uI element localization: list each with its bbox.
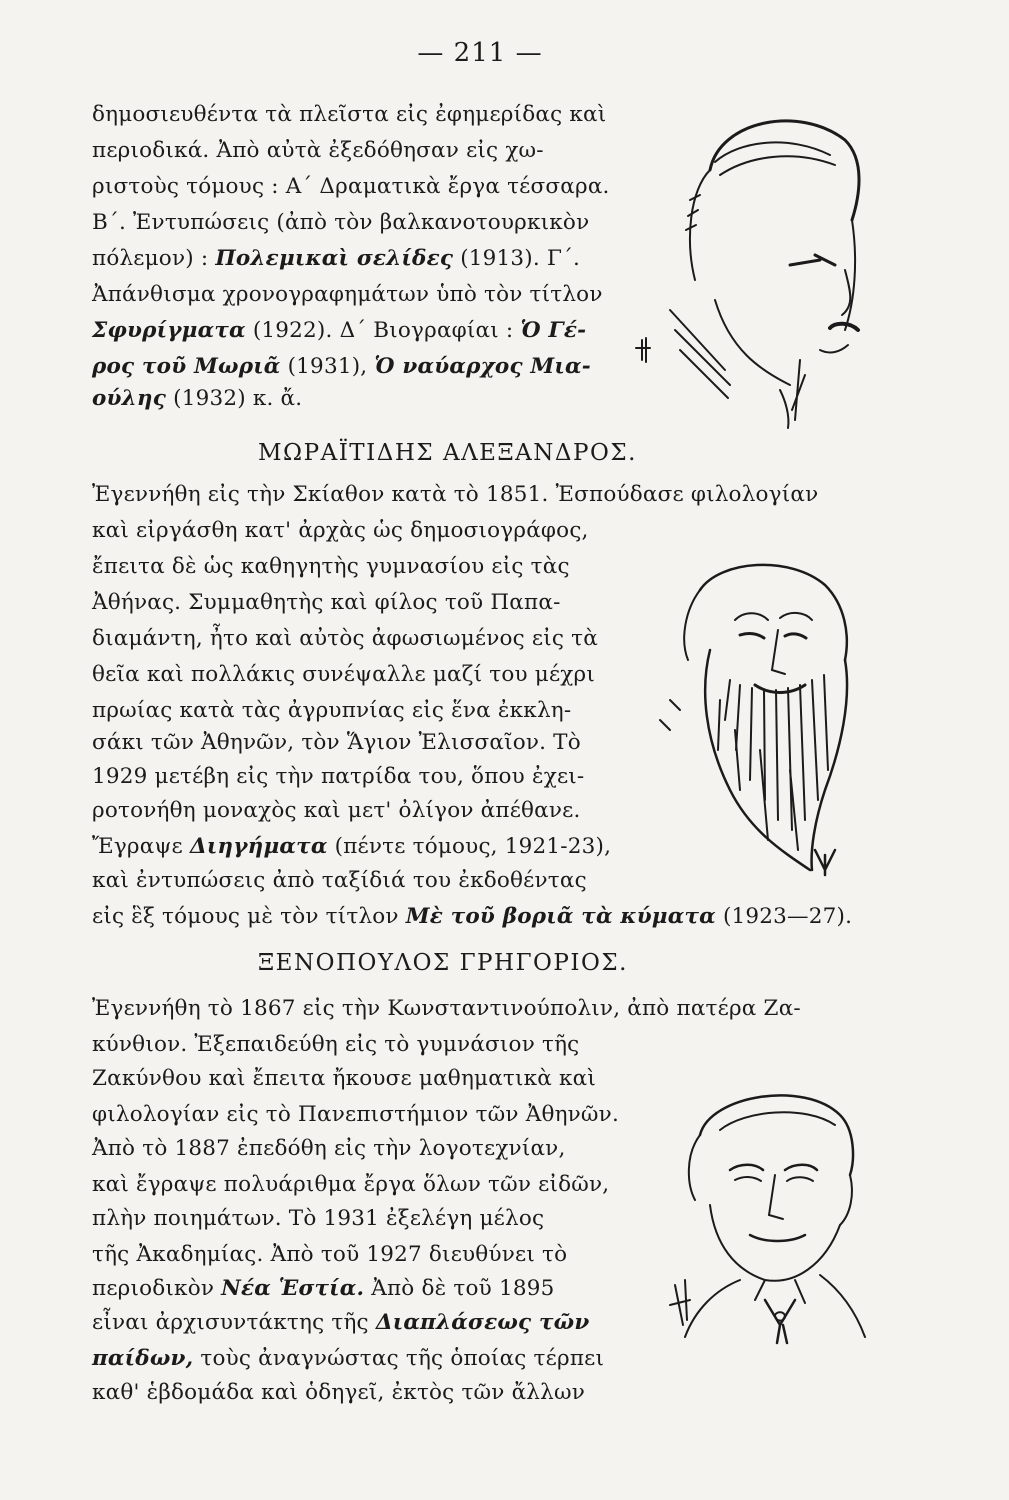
book-title: Νέα Ἑστία. (221, 1276, 365, 1301)
book-title: Πολεμικαὶ σελίδες (215, 246, 454, 271)
text-run: Ἀπὸ δὲ τοῦ 1895 (371, 1276, 555, 1301)
text-run: περιοδικὸν (92, 1276, 215, 1301)
text-line: ἔπειτα δὲ ὡς καθηγητὴς γυμνασίου εἰς τὰς (92, 554, 570, 579)
text-line (92, 1344, 604, 1374)
text-line: καὶ εἰργάσθη κατ' ἀρχὰς ὡς δημοσιογράφος, (92, 518, 589, 543)
text-line: πλὴν ποιημάτων. Τὸ 1931 ἐξελέγη μέλος (92, 1206, 545, 1231)
text-line: πρωίας κατὰ τὰς ἀγρυπνίας εἰς ἕνα ἐκκλη- (92, 698, 572, 723)
text-line: τῆς Ἀκαδημίας. Ἀπὸ τοῦ 1927 διευθύνει τὸ (92, 1242, 568, 1267)
text-line: φιλολογίαν εἰς τὸ Πανεπιστήμιον τῶν Ἀθηνῶν. (92, 1102, 619, 1127)
text-line: δημοσιευθέντα τὰ πλεῖστα εἰς ἐφημερίδας καὶ (92, 102, 607, 127)
text-run: τοὺς ἀναγνώστας τῆς ὁποίας τέρπει (200, 1346, 605, 1371)
book-title: Ὁ Γέ- (520, 318, 587, 343)
text-line (92, 316, 586, 346)
portrait-sketch-1 (630, 100, 880, 430)
text-run: (1932) κ. ἄ. (173, 386, 303, 411)
book-title: ούλης (92, 386, 167, 411)
book-title: Ὁ ναύαρχος Μια- (374, 354, 591, 379)
book-title: Διηγήματα (189, 834, 328, 859)
text-run: πόλεμον) : (92, 246, 209, 271)
text-line: περιοδικά. Ἀπὸ αὐτὰ ἐξεδόθησαν εἰς χω- (92, 138, 544, 163)
text-line (92, 244, 580, 274)
book-title: Διαπλάσεως τῶν (375, 1310, 590, 1335)
text-line: Ἀπάνθισμα χρονογραφημάτων ὑπὸ τὸν τίτλον (92, 282, 603, 307)
text-run: (1923—27). (722, 904, 853, 929)
text-line: Ἐγεννήθη εἰς τὴν Σκίαθον κατὰ τὸ 1851. Ἐσπούδασε φιλολογίαν (92, 482, 819, 507)
page-number: — 211 — (417, 38, 543, 68)
text-line: θεῖα καὶ πολλάκις συνέψαλλε μαζί του μέχρι (92, 662, 595, 687)
author-heading: ΜΩΡΑΪΤΙΔΗΣ ΑΛΕΞΑΝΔΡΟΣ. (258, 440, 637, 466)
text-line: Ζακύνθου καὶ ἔπειτα ἤκουσε μαθηματικὰ καὶ (92, 1066, 597, 1091)
book-title: Σφυρίγματα (92, 318, 246, 343)
text-line: καὶ ἔγραψε πολυάριθμα ἔργα ὅλων τῶν εἰδῶν, (92, 1172, 610, 1197)
text-run: εἶναι ἀρχισυντάκτης τῆς (92, 1310, 369, 1335)
text-line: καθ' ἑβδομάδα καὶ ὁδηγεῖ, ἐκτὸς τῶν ἄλλων (92, 1380, 585, 1405)
book-title: ρος τοῦ Μωριᾶ (92, 354, 281, 379)
text-run: Ἔγραψε (92, 834, 183, 859)
text-line: κύνθιον. Ἐξεπαιδεύθη εἰς τὸ γυμνάσιον τῆς (92, 1032, 580, 1057)
text-line (92, 832, 611, 862)
text-line: Ἀπὸ τὸ 1887 ἐπεδόθη εἰς τὴν λογοτεχνίαν, (92, 1136, 566, 1161)
book-title: παίδων, (92, 1346, 194, 1371)
text-run: (πέντε τόμους, 1921-23), (334, 834, 612, 859)
text-line (92, 352, 591, 382)
text-line: 1929 μετέβη εἰς τὴν πατρίδα του, ὅπου ἐχει- (92, 764, 585, 789)
text-run: (1931), (287, 354, 368, 379)
text-run: (1913). Γ΄. (460, 246, 581, 271)
text-run: (1922). Δ΄ Βιογραφίαι : (252, 318, 514, 343)
text-line: ροτονήθη μοναχὸς καὶ μετ' ὀλίγον ἀπέθανε. (92, 798, 581, 823)
portrait-sketch-3 (655, 1075, 875, 1345)
text-line: σάκι τῶν Ἀθηνῶν, τὸν Ἅγιον Ἐλισσαῖον. Τὸ (92, 730, 581, 755)
text-line (92, 902, 852, 932)
author-heading: ΞΕΝΟΠΟΥΛΟΣ ΓΡΗΓΟΡΙΟΣ. (258, 950, 628, 976)
text-line (92, 1274, 554, 1304)
text-line: ριστοὺς τόμους : Α΄ Δραματικὰ ἔργα τέσσαρα. (92, 174, 610, 199)
text-line: Ἀθήνας. Συμμαθητὴς καὶ φίλος τοῦ Παπα- (92, 590, 561, 615)
text-run: εἰς ἓξ τόμους μὲ τὸν τίτλον (92, 904, 399, 929)
text-line: καὶ ἐντυπώσεις ἀπὸ ταξίδιά του ἐκδοθέντας (92, 868, 587, 893)
text-line (92, 384, 302, 414)
text-line: διαμάντη, ἦτο καὶ αὐτὸς ἀφωσιωμένος εἰς τὰ (92, 626, 598, 651)
text-line: Ἐγεννήθη τὸ 1867 εἰς τὴν Κωνσταντινούπολιν, ἀπὸ πατέρα Ζα- (92, 996, 801, 1021)
text-line: Β΄. Ἐντυπώσεις (ἀπὸ τὸν βαλκανοτουρκικὸν (92, 210, 590, 235)
book-title: Μὲ τοῦ βοριᾶ τὰ κύματα (405, 904, 716, 929)
text-line (92, 1308, 589, 1338)
portrait-sketch-2 (640, 550, 870, 880)
